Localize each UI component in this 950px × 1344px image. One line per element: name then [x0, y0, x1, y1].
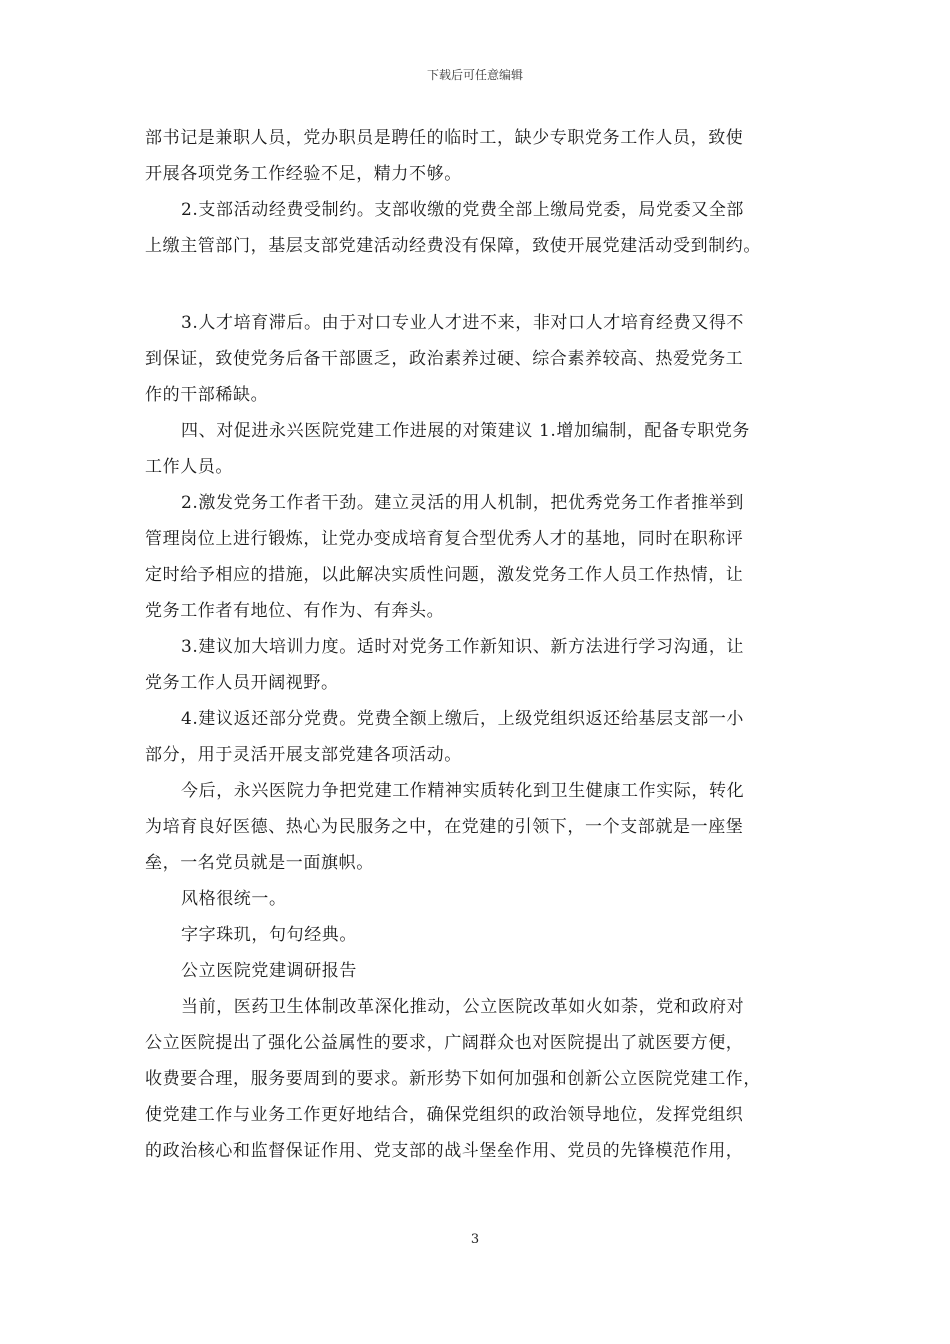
text-line: 公立医院党建调研报告 — [181, 961, 357, 981]
paragraph — [145, 773, 825, 881]
text-line: 垒，一名党员就是一面旗帜。 — [145, 853, 374, 873]
paragraph — [145, 701, 825, 773]
document-body — [145, 120, 825, 1169]
text-line: 部书记是兼职人员，党办职员是聘任的临时工，缺少专职党务工作人员，致使 — [145, 128, 744, 148]
text-line: 上缴主管部门，基层支部党建活动经费没有保障，致使开展党建活动受到制约。 — [145, 236, 761, 256]
text-line: 管理岗位上进行锻炼，让党办变成培育复合型优秀人才的基地，同时在职称评 — [145, 529, 744, 549]
text-line: 风格很统一。 — [181, 889, 287, 909]
section-heading — [145, 953, 825, 989]
page-number: 3 — [470, 1232, 480, 1247]
text-line: 4.建议返还部分党费。党费全额上缴后，上级党组织返还给基层支部一小 — [181, 709, 745, 729]
text-line: 的政治核心和监督保证作用、党支部的战斗堡垒作用、党员的先锋模范作用， — [145, 1141, 744, 1161]
text-line: 部分，用于灵活开展支部党建各项活动。 — [145, 745, 462, 765]
paragraph — [145, 917, 825, 953]
paragraph — [145, 192, 825, 264]
paragraph — [145, 485, 825, 629]
paragraph — [145, 881, 825, 917]
text-line: 当前，医药卫生体制改革深化推动，公立医院改革如火如荼，党和政府对 — [181, 997, 745, 1017]
text-line: 收费要合理，服务要周到的要求。新形势下如何加强和创新公立医院党建工作， — [145, 1069, 761, 1089]
text-line: 定时给予相应的措施，以此解决实质性问题，激发党务工作人员工作热情，让 — [145, 565, 744, 585]
text-line: 作的干部稀缺。 — [145, 385, 269, 405]
text-line: 字字珠玑，句句经典。 — [181, 925, 357, 945]
text-line: 3.人才培育滞后。由于对口专业人才进不来，非对口人才培育经费又得不 — [181, 313, 745, 333]
paragraph — [145, 629, 825, 701]
text-line: 2.支部活动经费受制约。支部收缴的党费全部上缴局党委，局党委又全部 — [181, 200, 745, 220]
text-line: 使党建工作与业务工作更好地结合，确保党组织的政治领导地位，发挥党组织 — [145, 1105, 744, 1125]
text-line: 党务工作人员开阔视野。 — [145, 673, 339, 693]
page-header-note: 下载后可任意编辑 — [426, 68, 523, 82]
text-line: 2.激发党务工作者干劲。建立灵活的用人机制，把优秀党务工作者推举到 — [181, 493, 745, 513]
paragraph — [145, 989, 825, 1169]
text-line: 开展各项党务工作经验不足，精力不够。 — [145, 164, 462, 184]
text-line: 到保证，致使党务后备干部匮乏，政治素养过硬、综合素养较高、热爱党务工 — [145, 349, 744, 369]
paragraph — [145, 120, 825, 192]
text-line: 3.建议加大培训力度。适时对党务工作新知识、新方法进行学习沟通，让 — [181, 637, 745, 657]
text-line: 为培育良好医德、热心为民服务之中，在党建的引领下，一个支部就是一座堡 — [145, 817, 744, 837]
text-line: 工作人员。 — [145, 457, 233, 477]
blank-space — [145, 264, 825, 305]
text-line: 党务工作者有地位、有作为、有奔头。 — [145, 601, 445, 621]
text-line: 今后，永兴医院力争把党建工作精神实质转化到卫生健康工作实际，转化 — [181, 781, 745, 801]
text-line: 公立医院提出了强化公益属性的要求，广阔群众也对医院提出了就医要方便， — [145, 1033, 744, 1053]
paragraph — [145, 413, 825, 485]
text-line: 四、对促进永兴医院党建工作进展的对策建议 1.增加编制，配备专职党务 — [181, 421, 751, 441]
paragraph — [145, 305, 825, 413]
